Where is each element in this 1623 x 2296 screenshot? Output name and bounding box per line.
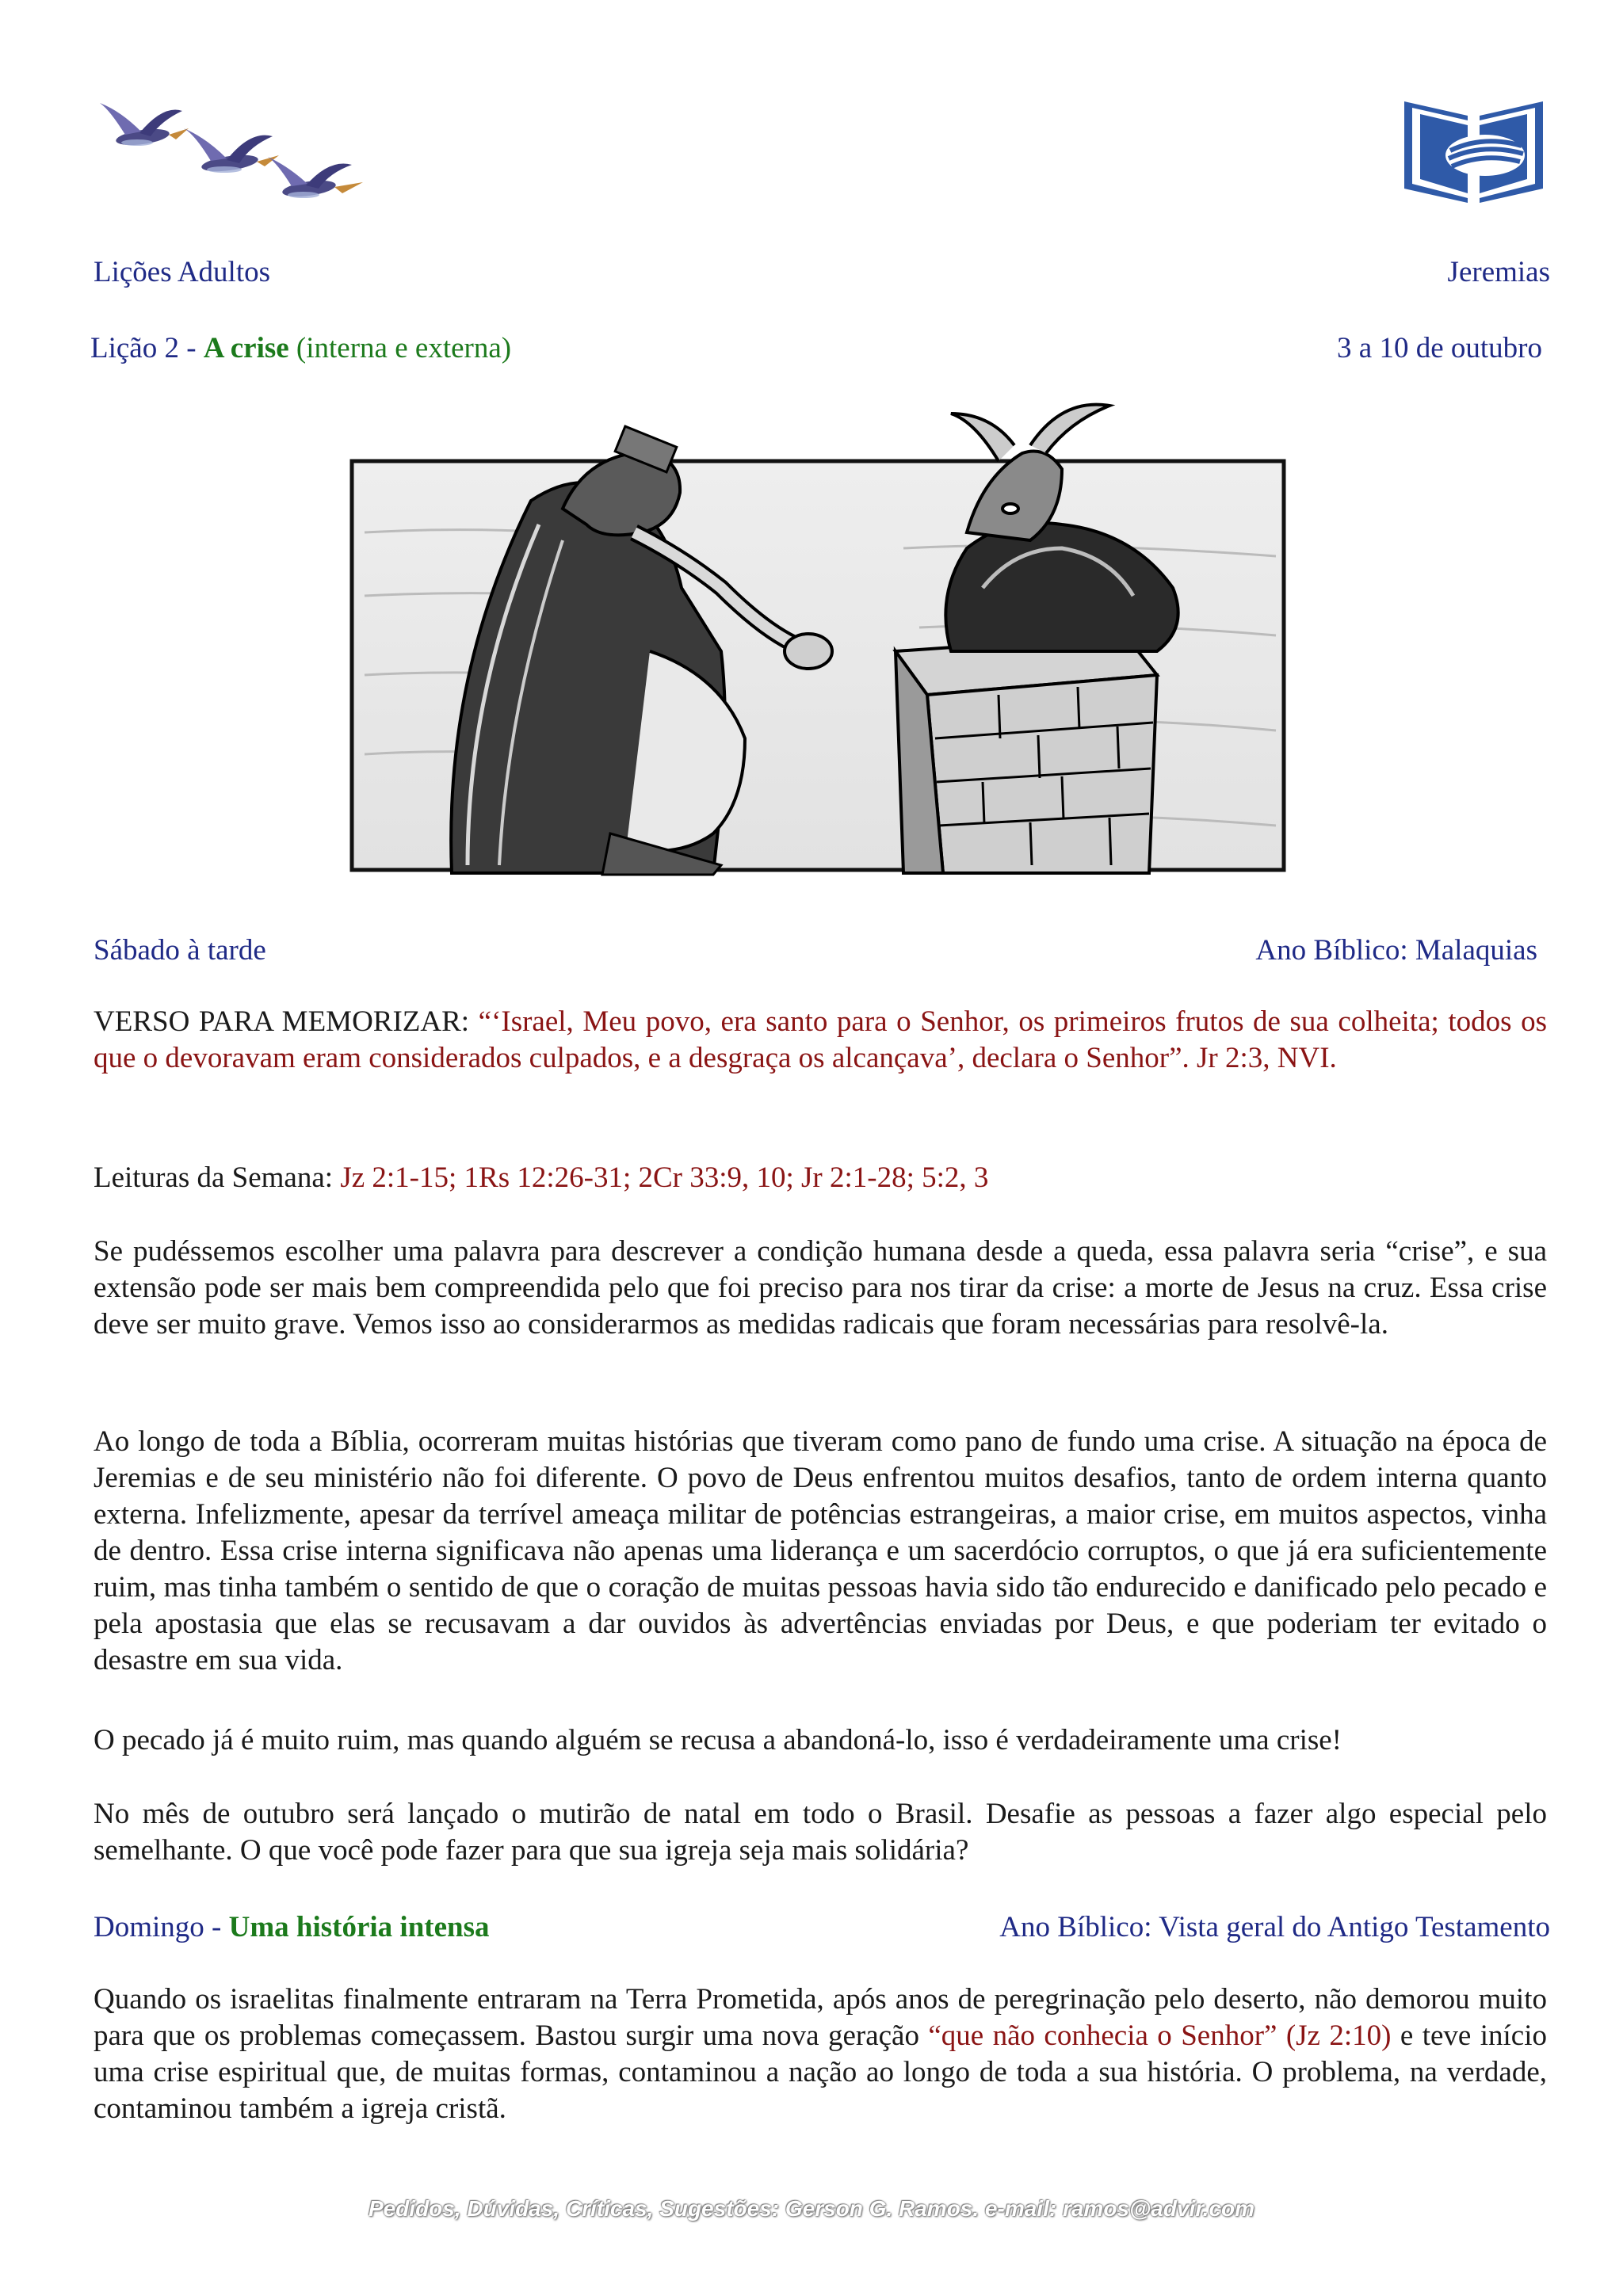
series-title: Lições Adultos xyxy=(94,256,271,288)
bird-1 xyxy=(100,103,189,148)
sunday-text-1: Quando os israelitas finalmente entraram na Terra Prometida, após anos de peregrinação pelo deserto, não demorou muito para que os problemas começassem. Bastou surgir uma nova geração xyxy=(94,1983,1547,2052)
memory-verse xyxy=(94,1004,1547,1077)
lesson-date-range: 3 a 10 de outubro xyxy=(1337,332,1542,364)
paragraph: No mês de outubro será lançado o mutirão de natal em todo o Brasil. Desafie as pessoas a fazer algo especial pelo semelhante. O que você pode fazer para que sua igreja seja mais solidária? xyxy=(94,1798,1547,1867)
day-saturday: Sábado à tarde xyxy=(94,934,266,967)
memory-verse-text: “‘Israel, Meu povo, era santo para o Senhor, os primeiros frutos de sua colheita; todos os que o devoravam eram considerados culpados, e a desgraça os alcançava’, declara o Senhor”. Jr 2:3, NVI. xyxy=(94,1005,1547,1074)
weekly-readings-label: Leituras da Semana: xyxy=(94,1161,341,1194)
bible-year-saturday: Ano Bíblico: Malaquias xyxy=(1255,934,1537,967)
paragraph xyxy=(94,1981,1547,2127)
sunday-text-2: e teve início uma crise espiritual que, de muitas formas, contaminou a nação ao longo de toda a sua história. O problema, na verdade, contaminou também a igreja cristã. xyxy=(94,2019,1547,2125)
lesson-title-main: A crise xyxy=(203,332,289,364)
open-book-logo xyxy=(1404,93,1543,204)
weekly-readings-refs: Jz 2:1-15; 1Rs 12:26-31; 2Cr 33:9, 10; Jr 2:1-28; 5:2, 3 xyxy=(340,1161,989,1194)
lesson-subtitle: (interna e externa) xyxy=(288,332,512,364)
book-title: Jeremias xyxy=(1447,256,1550,288)
weekly-readings xyxy=(94,1160,1547,1196)
memory-verse-label: VERSO PARA MEMORIZAR: xyxy=(94,1005,479,1038)
paragraph: Se pudéssemos escolher uma palavra para descrever a condição humana desde a queda, essa palavra seria “crise”, e sua extensão pode ser mais bem compreendida pelo que foi preciso para nos tirar da crise: a morte de Jesus na cruz. Essa crise deve ser muito grave. Vemos isso ao considerarmos as medidas radicais que foram necessárias para resolvê-la. xyxy=(94,1235,1547,1341)
lesson-title xyxy=(90,331,511,365)
bird-3 xyxy=(268,157,363,200)
bible-year-sunday: Ano Bíblico: Vista geral do Antigo Testamento xyxy=(999,1911,1550,1943)
sunday-prefix: Domingo - xyxy=(94,1911,229,1943)
sunday-title: Uma história intensa xyxy=(228,1911,490,1943)
footer-contact: Pedidos, Dúvidas, Críticas, Sugestões: Gerson G. Ramos. e-mail: ramos@advir.com xyxy=(368,2196,1255,2221)
day-sunday xyxy=(94,1910,490,1944)
paragraph: O pecado já é muito ruim, mas quando alguém se recusa a abandoná-lo, isso é verdadeiramente uma crise! xyxy=(94,1724,1342,1756)
bird-2 xyxy=(184,128,279,174)
sunday-scripture-quote: “que não conhecia o Senhor” (Jz 2:10) xyxy=(928,2019,1392,2052)
flying-birds-logo xyxy=(94,93,367,212)
brick-pedestal xyxy=(896,635,1157,873)
paragraph: Ao longo de toda a Bíblia, ocorreram muitas histórias que tiveram como pano de fundo uma crise. A situação na época de Jeremias e de seu ministério não foi diferente. O povo de Deus enfrentou muitos desafios, tanto de ordem interna quanto externa. Infelizmente, apesar da terrível ameaça militar de potências estrangeiras, a maior crise, em muitos aspectos, vinha de dentro. Essa crise interna significava não apenas uma liderança e um sacerdócio corruptos, o que já era suficientemente ruim, mas tinha também o sentido de que o coração de muitas pessoas havia sido tão endurecido e danificado pelo pecado e pela apostasia que elas se recusavam a dar ouvidos às advertências enviadas por Deus, e que poderiam ter evitado o desastre em sua vida. xyxy=(94,1425,1547,1676)
king-bowing-to-golden-calf-illustration xyxy=(349,390,1287,879)
lesson-prefix: Lição 2 - xyxy=(90,332,204,364)
